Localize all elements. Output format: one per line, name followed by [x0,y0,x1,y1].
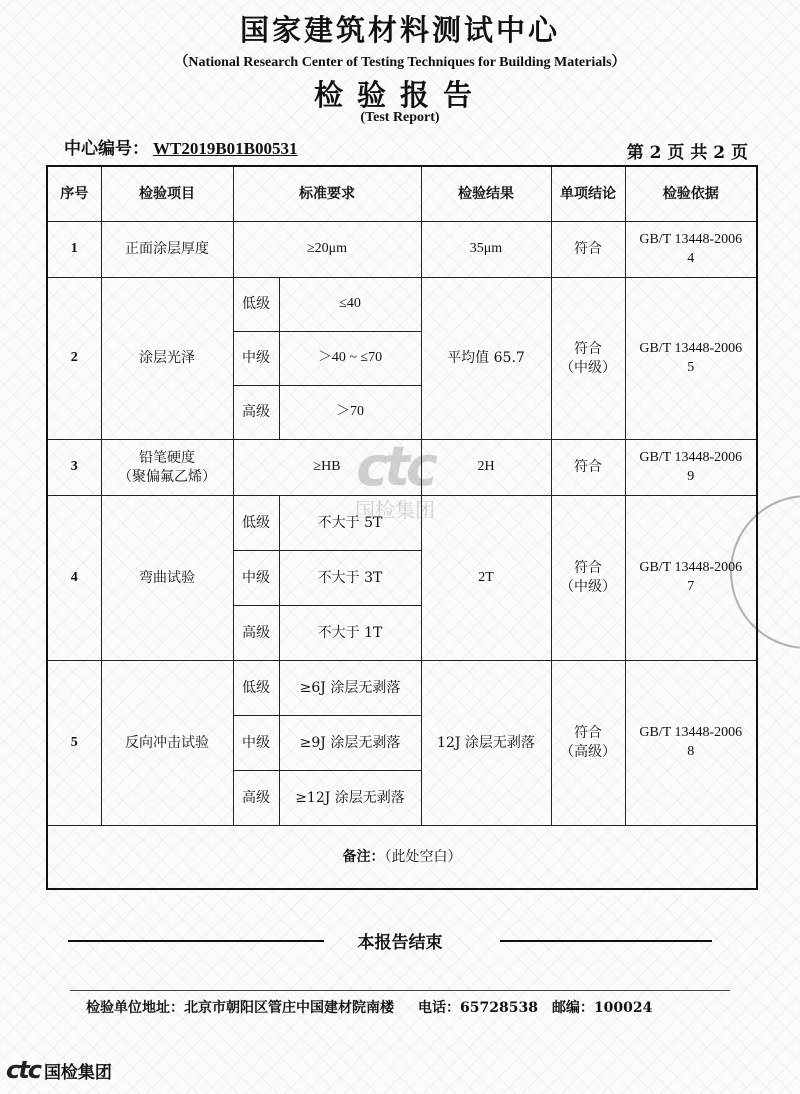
center-title-english: （National Research Center of Testing Techniques for Building Materials） [174,55,626,70]
footer-info [86,997,652,1017]
row-conclusion: 符合 （中级） [551,278,625,440]
row-result: 平均值 65.7 [421,278,551,440]
level-label: 低级 [233,278,279,332]
report-title-english: (Test Report) [360,110,440,125]
ctc-watermark-text: 国检集团 [355,498,435,522]
row-item: 涂层光泽 [101,278,233,440]
level-label: 中级 [233,716,279,771]
test-results-table [46,165,758,890]
header-item: 检验项目 [101,166,233,222]
level-requirement: ≥9J 涂层无剥落 [279,716,421,771]
row-no: 2 [47,278,101,440]
level-label: 高级 [233,771,279,826]
table-row [47,222,757,278]
table-header-row [47,166,757,222]
row-result: 35μm [421,222,551,278]
row-basis: GB/T 13448-2006 8 [625,661,757,826]
level-requirement: ＞40 ~ ≤70 [279,332,421,386]
header-requirement: 标准要求 [233,166,421,222]
level-label: 中级 [233,332,279,386]
center-number-label: 中心编号： [64,139,149,159]
row-conclusion: 符合 [551,440,625,496]
report-end-text: 本报告结束 [357,933,443,953]
center-number-value: WT2019B01B00531 [153,139,298,158]
level-label: 低级 [233,661,279,716]
level-requirement: ≤40 [279,278,421,332]
header-conclusion: 单项结论 [551,166,625,222]
footer-phone: 电话：65728538 [418,1000,538,1016]
table-row [47,440,757,496]
remark-value: （此处空白） [384,848,462,865]
row-no: 1 [47,222,101,278]
end-rule-left [68,940,324,942]
remark-label: 备注： [342,848,385,865]
row-conclusion: 符合 [551,222,625,278]
row-basis: GB/T 13448-2006 4 [625,222,757,278]
level-label: 高级 [233,606,279,661]
row-result: 2T [421,496,551,661]
row-no: 5 [47,661,101,826]
page-info: 第 2 页 共 2 页 [626,143,748,163]
remark-row [47,826,757,890]
remark-cell [47,826,757,890]
row-requirement: ≥20μm [233,222,421,278]
table-row [47,661,757,716]
row-requirement: ≥HB [233,440,421,496]
end-rule-right [500,940,712,942]
center-number [64,134,298,159]
row-item: 正面涂层厚度 [101,222,233,278]
row-no: 3 [47,440,101,496]
header-basis: 检验依据 [625,166,757,222]
level-label: 高级 [233,386,279,440]
table-row [47,278,757,332]
row-basis: GB/T 13448-2006 9 [625,440,757,496]
level-requirement: ≥6J 涂层无剥落 [279,661,421,716]
ctc-logo-text: 国检集团 [43,1062,112,1083]
header-no: 序号 [47,166,101,222]
row-item: 反向冲击试验 [101,661,233,826]
level-requirement: 不大于 5T [279,496,421,551]
row-basis: GB/T 13448-2006 5 [625,278,757,440]
row-result: 12J 涂层无剥落 [421,661,551,826]
row-basis: GB/T 13448-2006 7 [625,496,757,661]
footer-rule [70,990,730,991]
footer-postcode: 邮编：100024 [551,1000,653,1016]
ctc-logo [6,1056,112,1084]
level-label: 中级 [233,551,279,606]
level-label: 低级 [233,496,279,551]
footer-address: 检验单位地址：北京市朝阳区管庄中国建材院南楼 [86,1000,394,1016]
table-row [47,496,757,551]
header-result: 检验结果 [421,166,551,222]
row-item: 铅笔硬度 （聚偏氟乙烯） [101,440,233,496]
row-item: 弯曲试验 [101,496,233,661]
level-requirement: 不大于 3T [279,551,421,606]
ctc-watermark-logo: ctc [356,435,434,498]
level-requirement: ≥12J 涂层无剥落 [279,771,421,826]
report-title: 检验报告 [313,78,486,112]
ctc-logo-icon: ctc [6,1056,40,1084]
level-requirement: 不大于 1T [279,606,421,661]
row-result: 2H [421,440,551,496]
level-requirement: ＞70 [279,386,421,440]
row-conclusion: 符合 （高级） [551,661,625,826]
row-no: 4 [47,496,101,661]
center-title: 国家建筑材料测试中心 [239,13,560,47]
row-conclusion: 符合 （中级） [551,496,625,661]
